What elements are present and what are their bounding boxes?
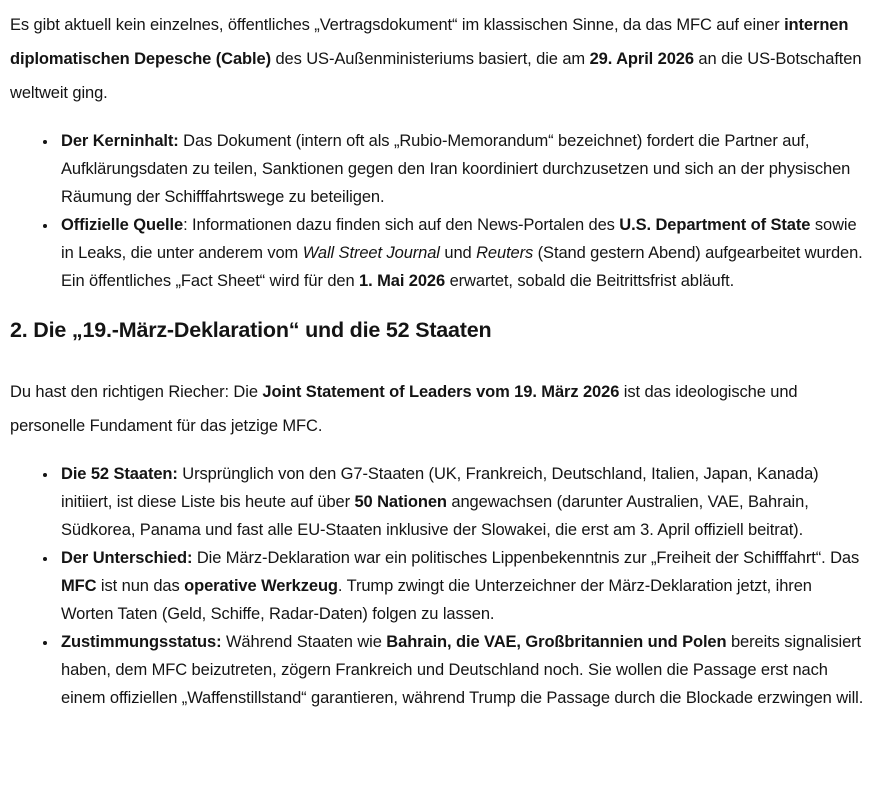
text-run: Der Kerninhalt:	[61, 132, 179, 150]
text-run: internen diplomatischen Depesche (Cable)	[10, 16, 849, 68]
text-run: . Trump zwingt die Unterzeichner der März-Deklaration jetzt, ihren Worten Taten (Geld, Schiffe, Radar-Daten) folgen zu lassen.	[61, 577, 812, 623]
text-run: 2. Die „19.-März-Deklaration“ und die 52 Staaten	[10, 318, 492, 342]
text-run: Joint Statement of Leaders vom 19. März 2026	[262, 383, 620, 401]
text-run: 1. Mai 2026	[359, 272, 446, 290]
text-run: U.S. Department of State	[619, 216, 811, 234]
text-run: Offizielle Quelle	[61, 216, 184, 234]
text-run: 50 Nationen	[354, 493, 447, 511]
text-run: des US-Außenministeriums basiert, die am	[270, 50, 590, 68]
text-run: Reuters	[476, 244, 534, 262]
text-run: erwartet, sobald die Beitrittsfrist abläuft.	[445, 272, 735, 290]
declaration-paragraph	[10, 375, 868, 443]
list-item	[58, 460, 868, 544]
list-item	[58, 127, 868, 211]
text-run: Die 52 Staaten:	[61, 465, 178, 483]
text-run: Zustimmungsstatus:	[61, 633, 222, 651]
text-run: und	[439, 244, 477, 262]
list-item	[58, 211, 868, 295]
cable-details-list	[10, 127, 868, 295]
text-run: 29. April 2026	[589, 50, 694, 68]
text-run: Der Unterschied:	[61, 549, 193, 567]
text-run: Die März-Deklaration war ein politisches Lippenbekenntnis zur „Freiheit der Schifffahrt“. Das	[192, 549, 860, 567]
text-run: angewachsen (darunter Australien, VAE, Bahrain, Südkorea, Panama und fast alle EU-Staaten inklusive der Slowakei, die erst am 3. April offiziell beitrat).	[61, 493, 809, 539]
section-heading-declaration	[10, 315, 868, 345]
text-run: operative Werkzeug	[184, 577, 338, 595]
declaration-details-list	[10, 460, 868, 712]
intro-paragraph	[10, 8, 868, 110]
text-run: sowie in Leaks, die unter anderem vom	[61, 216, 857, 262]
text-run: : Informationen dazu finden sich auf den News-Portalen des	[183, 216, 620, 234]
text-run: Wall Street Journal	[302, 244, 440, 262]
text-run: an die US-Botschaften weltweit ging.	[10, 50, 862, 102]
text-run: (Stand gestern Abend) aufgearbeitet wurden. Ein öffentliches „Fact Sheet“ wird für den	[61, 244, 863, 290]
text-run: Während Staaten wie	[221, 633, 387, 651]
text-run: MFC	[61, 577, 97, 595]
text-run: Ursprünglich von den G7-Staaten (UK, Frankreich, Deutschland, Italien, Japan, Kanada) initiiert, ist diese Liste bis heute auf über	[61, 465, 819, 511]
text-run: ist nun das	[96, 577, 185, 595]
text-run: Du hast den richtigen Riecher: Die	[10, 383, 263, 401]
text-run: Es gibt aktuell kein einzelnes, öffentliches „Vertragsdokument“ im klassischen Sinne, da das MFC auf einer	[10, 16, 785, 34]
text-run: ist das ideologische und personelle Fundament für das jetzige MFC.	[10, 383, 798, 435]
list-item	[58, 544, 868, 628]
list-item	[58, 628, 868, 712]
text-run: bereits signalisiert haben, dem MFC beizutreten, zögern Frankreich und Deutschland noch. Sie wollen die Passage erst nach einem offiziellen „Waffenstillstand“ garantieren, während Trump die Passage durch die Blockade erzwingen will.	[61, 633, 864, 707]
text-run: Das Dokument (intern oft als „Rubio-Memorandum“ bezeichnet) fordert die Partner auf, Aufklärungsdaten zu teilen, Sanktionen gegen den Iran koordiniert durchzusetzen und sich an der physischen Räumung der Schifffahrtswege zu beteiligen.	[61, 132, 851, 206]
text-run: Bahrain, die VAE, Großbritannien und Polen	[386, 633, 727, 651]
